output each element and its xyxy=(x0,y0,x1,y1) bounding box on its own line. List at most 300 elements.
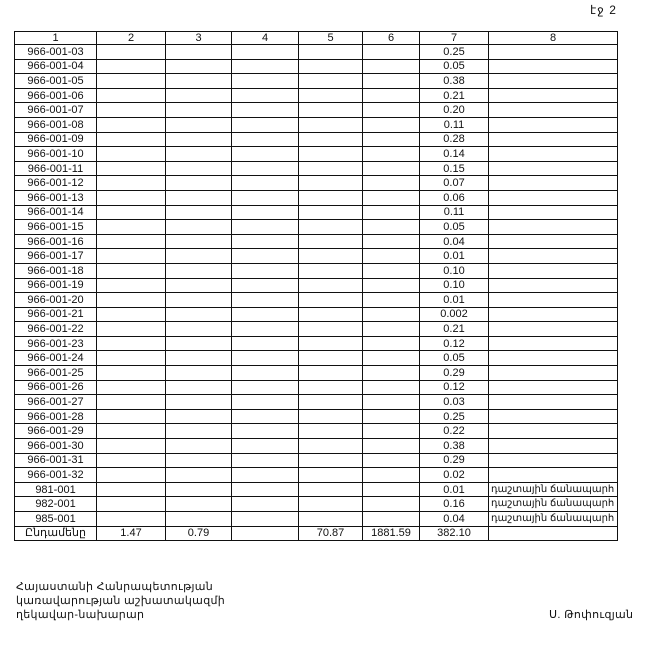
col-7-value-cell: 0.29 xyxy=(420,453,489,468)
col-4-cell xyxy=(232,395,299,410)
col-2-cell xyxy=(97,176,166,191)
col-2-cell xyxy=(97,263,166,278)
col-6-cell xyxy=(363,278,420,293)
table-row xyxy=(15,293,618,308)
col-8-note-cell xyxy=(489,439,618,454)
col-8-note-cell xyxy=(489,278,618,293)
col-7-value-cell: 0.38 xyxy=(420,74,489,89)
col-4-cell xyxy=(232,74,299,89)
col-2-cell xyxy=(97,380,166,395)
col-2-cell xyxy=(97,293,166,308)
row-code-cell: 966-001-26 xyxy=(15,380,97,395)
row-code-cell: 966-001-08 xyxy=(15,117,97,132)
col-2-cell xyxy=(97,190,166,205)
col-7-value-cell: 0.04 xyxy=(420,512,489,527)
table-row xyxy=(15,234,618,249)
column-header: 1 xyxy=(15,32,97,45)
col-4-cell xyxy=(232,234,299,249)
col-6-cell xyxy=(363,366,420,381)
col-7-value-cell: 0.21 xyxy=(420,88,489,103)
col-7-value-cell: 0.20 xyxy=(420,103,489,118)
table-row xyxy=(15,482,618,497)
row-code-cell: 966-001-06 xyxy=(15,88,97,103)
column-header: 8 xyxy=(489,32,618,45)
col-3-cell xyxy=(166,249,232,264)
col-6-cell xyxy=(363,234,420,249)
col-6-cell xyxy=(363,439,420,454)
col-6-cell xyxy=(363,322,420,337)
col-3-cell xyxy=(166,293,232,308)
col-3-cell xyxy=(166,424,232,439)
total-col-6: 1881.59 xyxy=(363,526,420,541)
col-4-cell xyxy=(232,88,299,103)
total-col-4 xyxy=(232,526,299,541)
col-3-cell xyxy=(166,497,232,512)
col-2-cell xyxy=(97,278,166,293)
col-3-cell xyxy=(166,468,232,483)
col-7-value-cell: 0.01 xyxy=(420,482,489,497)
row-code-cell: 966-001-10 xyxy=(15,147,97,162)
signature-title-line: կառավարության աշխատակազմի xyxy=(16,595,226,607)
row-code-cell: 966-001-18 xyxy=(15,263,97,278)
col-5-cell xyxy=(299,453,363,468)
col-8-note-cell xyxy=(489,161,618,176)
col-4-cell xyxy=(232,453,299,468)
col-3-cell xyxy=(166,351,232,366)
col-7-value-cell: 0.11 xyxy=(420,205,489,220)
col-2-cell xyxy=(97,307,166,322)
col-4-cell xyxy=(232,293,299,308)
col-5-cell xyxy=(299,322,363,337)
col-6-cell xyxy=(363,103,420,118)
col-8-note-cell xyxy=(489,409,618,424)
col-7-value-cell: 0.29 xyxy=(420,366,489,381)
col-4-cell xyxy=(232,497,299,512)
col-3-cell xyxy=(166,117,232,132)
col-8-note-cell xyxy=(489,293,618,308)
row-code-cell: 966-001-07 xyxy=(15,103,97,118)
col-7-value-cell: 0.15 xyxy=(420,161,489,176)
table-header-row xyxy=(15,32,618,45)
col-3-cell xyxy=(166,176,232,191)
col-8-note-cell: դաշտային ճանապարհ xyxy=(489,497,618,512)
col-3-cell xyxy=(166,220,232,235)
col-5-cell xyxy=(299,176,363,191)
col-6-cell xyxy=(363,409,420,424)
col-3-cell xyxy=(166,380,232,395)
col-7-value-cell: 0.06 xyxy=(420,190,489,205)
col-4-cell xyxy=(232,482,299,497)
col-8-note-cell xyxy=(489,263,618,278)
row-code-cell: 966-001-17 xyxy=(15,249,97,264)
signature-title-line: ղեկավար-նախարար xyxy=(16,609,145,621)
col-7-value-cell: 0.16 xyxy=(420,497,489,512)
col-6-cell xyxy=(363,117,420,132)
col-2-cell xyxy=(97,482,166,497)
table-row xyxy=(15,322,618,337)
col-4-cell xyxy=(232,468,299,483)
col-5-cell xyxy=(299,117,363,132)
col-7-value-cell: 0.01 xyxy=(420,293,489,308)
col-2-cell xyxy=(97,395,166,410)
row-code-cell: 982-001 xyxy=(15,497,97,512)
col-8-note-cell xyxy=(489,336,618,351)
col-8-note-cell xyxy=(489,88,618,103)
total-col-5: 70.87 xyxy=(299,526,363,541)
row-code-cell: 966-001-13 xyxy=(15,190,97,205)
col-4-cell xyxy=(232,512,299,527)
col-7-value-cell: 0.03 xyxy=(420,395,489,410)
col-5-cell xyxy=(299,366,363,381)
col-2-cell xyxy=(97,351,166,366)
col-5-cell xyxy=(299,45,363,60)
col-4-cell xyxy=(232,117,299,132)
col-5-cell xyxy=(299,190,363,205)
col-3-cell xyxy=(166,322,232,337)
col-2-cell xyxy=(97,366,166,381)
col-3-cell xyxy=(166,45,232,60)
row-code-cell: 966-001-04 xyxy=(15,59,97,74)
col-2-cell xyxy=(97,424,166,439)
col-7-value-cell: 0.04 xyxy=(420,234,489,249)
col-7-value-cell: 0.25 xyxy=(420,409,489,424)
table-row xyxy=(15,161,618,176)
col-7-value-cell: 0.10 xyxy=(420,263,489,278)
col-4-cell xyxy=(232,176,299,191)
column-header: 3 xyxy=(166,32,232,45)
col-6-cell xyxy=(363,395,420,410)
col-8-note-cell: դաշտային ճանապարհ xyxy=(489,512,618,527)
row-code-cell: 981-001 xyxy=(15,482,97,497)
col-3-cell xyxy=(166,132,232,147)
col-2-cell xyxy=(97,453,166,468)
col-7-value-cell: 0.002 xyxy=(420,307,489,322)
col-7-value-cell: 0.38 xyxy=(420,439,489,454)
row-code-cell: 966-001-05 xyxy=(15,74,97,89)
col-6-cell xyxy=(363,512,420,527)
col-7-value-cell: 0.05 xyxy=(420,220,489,235)
col-3-cell xyxy=(166,409,232,424)
table-row xyxy=(15,409,618,424)
col-6-cell xyxy=(363,482,420,497)
column-header: 7 xyxy=(420,32,489,45)
row-code-cell: 966-001-27 xyxy=(15,395,97,410)
col-4-cell xyxy=(232,307,299,322)
col-6-cell xyxy=(363,249,420,264)
col-8-note-cell xyxy=(489,453,618,468)
column-header: 5 xyxy=(299,32,363,45)
col-6-cell xyxy=(363,132,420,147)
table-row xyxy=(15,88,618,103)
col-2-cell xyxy=(97,117,166,132)
col-3-cell xyxy=(166,366,232,381)
col-6-cell xyxy=(363,190,420,205)
col-4-cell xyxy=(232,190,299,205)
row-code-cell: 966-001-31 xyxy=(15,453,97,468)
totals-row xyxy=(15,526,618,541)
col-4-cell xyxy=(232,45,299,60)
col-8-note-cell xyxy=(489,322,618,337)
col-3-cell xyxy=(166,263,232,278)
col-6-cell xyxy=(363,263,420,278)
col-3-cell xyxy=(166,59,232,74)
row-code-cell: 966-001-29 xyxy=(15,424,97,439)
row-code-cell: 966-001-20 xyxy=(15,293,97,308)
col-3-cell xyxy=(166,103,232,118)
col-8-note-cell xyxy=(489,234,618,249)
row-code-cell: 966-001-23 xyxy=(15,336,97,351)
row-code-cell: 966-001-14 xyxy=(15,205,97,220)
table-body xyxy=(15,45,618,527)
col-2-cell xyxy=(97,103,166,118)
total-col-7: 382.10 xyxy=(420,526,489,541)
col-6-cell xyxy=(363,74,420,89)
col-2-cell xyxy=(97,468,166,483)
col-8-note-cell xyxy=(489,176,618,191)
col-4-cell xyxy=(232,161,299,176)
col-4-cell xyxy=(232,263,299,278)
row-code-cell: 966-001-28 xyxy=(15,409,97,424)
table-row xyxy=(15,249,618,264)
col-8-note-cell xyxy=(489,424,618,439)
col-5-cell xyxy=(299,351,363,366)
col-8-note-cell xyxy=(489,103,618,118)
table-row xyxy=(15,512,618,527)
col-2-cell xyxy=(97,147,166,162)
col-5-cell xyxy=(299,293,363,308)
col-7-value-cell: 0.02 xyxy=(420,468,489,483)
col-6-cell xyxy=(363,220,420,235)
col-8-note-cell xyxy=(489,45,618,60)
col-7-value-cell: 0.11 xyxy=(420,117,489,132)
col-6-cell xyxy=(363,293,420,308)
col-3-cell xyxy=(166,278,232,293)
signatory-name: Ս. Թոփուզյան xyxy=(549,609,634,621)
col-8-note-cell xyxy=(489,468,618,483)
col-3-cell xyxy=(166,190,232,205)
col-5-cell xyxy=(299,409,363,424)
col-7-value-cell: 0.21 xyxy=(420,322,489,337)
table-row xyxy=(15,220,618,235)
row-code-cell: 966-001-25 xyxy=(15,366,97,381)
col-5-cell xyxy=(299,424,363,439)
table-row xyxy=(15,263,618,278)
col-7-value-cell: 0.12 xyxy=(420,380,489,395)
col-2-cell xyxy=(97,45,166,60)
col-5-cell xyxy=(299,220,363,235)
total-col-8 xyxy=(489,526,618,541)
table-row xyxy=(15,380,618,395)
col-6-cell xyxy=(363,380,420,395)
col-6-cell xyxy=(363,147,420,162)
col-8-note-cell xyxy=(489,74,618,89)
col-8-note-cell xyxy=(489,147,618,162)
table-row xyxy=(15,439,618,454)
table-row xyxy=(15,205,618,220)
col-5-cell xyxy=(299,205,363,220)
col-5-cell xyxy=(299,249,363,264)
col-3-cell xyxy=(166,512,232,527)
col-8-note-cell xyxy=(489,59,618,74)
col-2-cell xyxy=(97,74,166,89)
total-col-3: 0.79 xyxy=(166,526,232,541)
col-8-note-cell: դաշտային ճանապարհ xyxy=(489,482,618,497)
col-2-cell xyxy=(97,322,166,337)
row-code-cell: 966-001-12 xyxy=(15,176,97,191)
table-row xyxy=(15,366,618,381)
col-5-cell xyxy=(299,307,363,322)
col-4-cell xyxy=(232,409,299,424)
table-row xyxy=(15,74,618,89)
col-2-cell xyxy=(97,249,166,264)
row-code-cell: 966-001-09 xyxy=(15,132,97,147)
row-code-cell: 966-001-24 xyxy=(15,351,97,366)
col-6-cell xyxy=(363,307,420,322)
col-3-cell xyxy=(166,161,232,176)
col-4-cell xyxy=(232,249,299,264)
col-6-cell xyxy=(363,453,420,468)
col-5-cell xyxy=(299,482,363,497)
col-4-cell xyxy=(232,103,299,118)
col-4-cell xyxy=(232,205,299,220)
data-table xyxy=(14,31,618,541)
col-2-cell xyxy=(97,88,166,103)
row-code-cell: 966-001-15 xyxy=(15,220,97,235)
col-4-cell xyxy=(232,59,299,74)
col-6-cell xyxy=(363,45,420,60)
column-header: 2 xyxy=(97,32,166,45)
col-5-cell xyxy=(299,132,363,147)
col-2-cell xyxy=(97,161,166,176)
col-6-cell xyxy=(363,351,420,366)
col-2-cell xyxy=(97,336,166,351)
col-3-cell xyxy=(166,453,232,468)
col-5-cell xyxy=(299,147,363,162)
table-row xyxy=(15,103,618,118)
col-8-note-cell xyxy=(489,132,618,147)
col-6-cell xyxy=(363,176,420,191)
table-row xyxy=(15,59,618,74)
table-row xyxy=(15,424,618,439)
col-4-cell xyxy=(232,439,299,454)
col-8-note-cell xyxy=(489,380,618,395)
col-2-cell xyxy=(97,132,166,147)
table-row xyxy=(15,117,618,132)
col-3-cell xyxy=(166,205,232,220)
row-code-cell: 985-001 xyxy=(15,512,97,527)
col-4-cell xyxy=(232,336,299,351)
col-2-cell xyxy=(97,220,166,235)
col-5-cell xyxy=(299,278,363,293)
col-5-cell xyxy=(299,468,363,483)
col-8-note-cell xyxy=(489,366,618,381)
row-code-cell: 966-001-30 xyxy=(15,439,97,454)
col-7-value-cell: 0.05 xyxy=(420,59,489,74)
table-row xyxy=(15,176,618,191)
col-2-cell xyxy=(97,439,166,454)
col-2-cell xyxy=(97,234,166,249)
col-7-value-cell: 0.07 xyxy=(420,176,489,191)
col-3-cell xyxy=(166,336,232,351)
row-code-cell: 966-001-19 xyxy=(15,278,97,293)
col-3-cell xyxy=(166,88,232,103)
col-4-cell xyxy=(232,220,299,235)
col-6-cell xyxy=(363,88,420,103)
table-row xyxy=(15,395,618,410)
col-5-cell xyxy=(299,512,363,527)
col-3-cell xyxy=(166,234,232,249)
col-3-cell xyxy=(166,395,232,410)
col-8-note-cell xyxy=(489,351,618,366)
page-number: էջ 2 xyxy=(590,3,617,17)
total-col-2: 1.47 xyxy=(97,526,166,541)
row-code-cell: 966-001-22 xyxy=(15,322,97,337)
col-3-cell xyxy=(166,147,232,162)
col-3-cell xyxy=(166,307,232,322)
col-5-cell xyxy=(299,161,363,176)
table-row xyxy=(15,278,618,293)
col-6-cell xyxy=(363,497,420,512)
table-row xyxy=(15,132,618,147)
col-2-cell xyxy=(97,205,166,220)
row-code-cell: 966-001-11 xyxy=(15,161,97,176)
col-3-cell xyxy=(166,74,232,89)
col-8-note-cell xyxy=(489,395,618,410)
row-code-cell: 966-001-03 xyxy=(15,45,97,60)
col-7-value-cell: 0.28 xyxy=(420,132,489,147)
col-7-value-cell: 0.14 xyxy=(420,147,489,162)
col-4-cell xyxy=(232,351,299,366)
col-4-cell xyxy=(232,366,299,381)
col-7-value-cell: 0.10 xyxy=(420,278,489,293)
row-code-cell: 966-001-16 xyxy=(15,234,97,249)
col-5-cell xyxy=(299,439,363,454)
col-2-cell xyxy=(97,59,166,74)
col-5-cell xyxy=(299,380,363,395)
col-8-note-cell xyxy=(489,190,618,205)
column-header: 4 xyxy=(232,32,299,45)
col-7-value-cell: 0.22 xyxy=(420,424,489,439)
col-8-note-cell xyxy=(489,205,618,220)
col-6-cell xyxy=(363,59,420,74)
col-5-cell xyxy=(299,234,363,249)
col-6-cell xyxy=(363,205,420,220)
col-7-value-cell: 0.12 xyxy=(420,336,489,351)
col-7-value-cell: 0.01 xyxy=(420,249,489,264)
col-2-cell xyxy=(97,512,166,527)
col-5-cell xyxy=(299,395,363,410)
col-4-cell xyxy=(232,322,299,337)
table-row xyxy=(15,190,618,205)
totals-label: Ընդամենը xyxy=(15,526,97,541)
table-row xyxy=(15,336,618,351)
col-6-cell xyxy=(363,161,420,176)
row-code-cell: 966-001-32 xyxy=(15,468,97,483)
col-8-note-cell xyxy=(489,117,618,132)
table-row xyxy=(15,45,618,60)
col-8-note-cell xyxy=(489,307,618,322)
col-5-cell xyxy=(299,59,363,74)
col-4-cell xyxy=(232,147,299,162)
table-row xyxy=(15,147,618,162)
col-7-value-cell: 0.25 xyxy=(420,45,489,60)
col-2-cell xyxy=(97,409,166,424)
col-5-cell xyxy=(299,263,363,278)
col-5-cell xyxy=(299,74,363,89)
col-6-cell xyxy=(363,424,420,439)
col-6-cell xyxy=(363,468,420,483)
col-8-note-cell xyxy=(489,249,618,264)
